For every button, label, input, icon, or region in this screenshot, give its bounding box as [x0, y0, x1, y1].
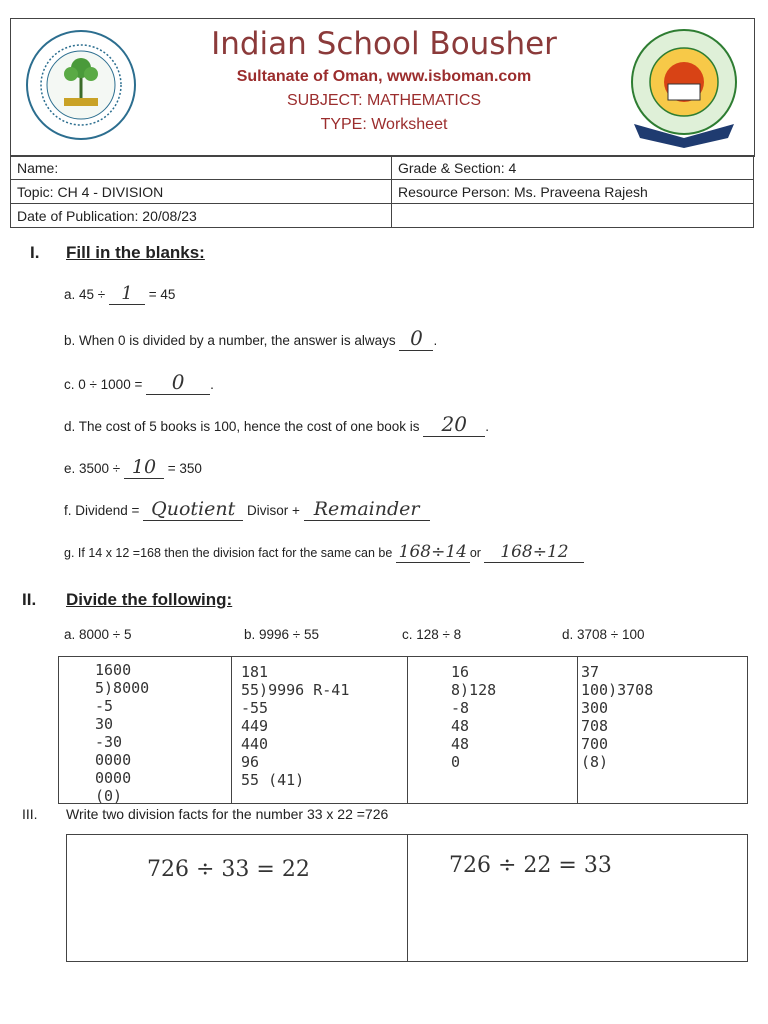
work-line: -55 [241, 699, 269, 717]
work-line: 0000 [95, 769, 132, 787]
question-a-text: a. 45 ÷ [64, 287, 106, 302]
question-g-text: g. If 14 x 12 =168 then the division fact for the same can be [64, 546, 393, 560]
question-f [64, 498, 430, 521]
answer-g-2: 168÷12 [484, 542, 584, 563]
division-work-box [58, 656, 748, 804]
answer-f-quotient: Quotient [143, 498, 243, 521]
date-field: Date of Publication: 20/08/23 [11, 204, 392, 228]
resource-field: Resource Person: Ms. Praveena Rajesh [392, 180, 754, 204]
work-cell-c [407, 657, 578, 803]
division-fact-2: 726 ÷ 22 = 33 [449, 853, 612, 878]
answer-f-remainder: Remainder [304, 498, 430, 521]
work-line: 300 [581, 699, 609, 717]
question-d-text: d. The cost of 5 books is 100, hence the cost of one book is [64, 419, 420, 434]
work-line: 181 [241, 663, 269, 681]
answer-d: 20 [423, 412, 485, 437]
work-line: 37 [581, 663, 600, 681]
work-line: 700 [581, 735, 609, 753]
question-b-tail: . [433, 333, 438, 348]
question-e [64, 456, 202, 479]
work-cell-a [59, 657, 232, 803]
work-a [59, 657, 231, 805]
work-c [407, 657, 577, 771]
question-e-tail: = 350 [167, 461, 202, 476]
work-line: 440 [241, 735, 269, 753]
grade-field: Grade & Section: 4 [392, 156, 754, 180]
work-line: (8) [581, 753, 609, 771]
subject-line: SUBJECT: MATHEMATICS [286, 92, 482, 109]
info-table [10, 155, 754, 228]
work-line: 100)3708 [581, 681, 654, 699]
name-field: Name: [11, 156, 392, 180]
question-c [64, 370, 214, 395]
section1-title: Fill in the blanks: [66, 243, 205, 262]
section2-title: Divide the following: [66, 590, 233, 609]
section3-number: III. [22, 806, 38, 822]
question-a [64, 283, 175, 305]
question-g-or: or [469, 546, 481, 560]
question-f-text: f. Dividend = [64, 503, 140, 518]
section1-number: I. [30, 243, 40, 262]
question-b-text: b. When 0 is divided by a number, the answer is always [64, 333, 396, 348]
school-name: Indian School Bousher [211, 26, 557, 62]
question-c-text: c. 0 ÷ 1000 = [64, 377, 143, 392]
work-line: 48 [451, 735, 470, 753]
work-line: 96 [241, 753, 260, 771]
facts-divider [407, 835, 408, 961]
work-line: 0000 [95, 751, 132, 769]
question-f-mid: Divisor + [246, 503, 300, 518]
problem-d: d. 3708 ÷ 100 [562, 627, 645, 642]
section3-title: Write two division facts for the number 33 x 22 =726 [66, 806, 389, 822]
answer-b: 0 [399, 326, 433, 351]
work-cell-d [577, 657, 745, 803]
section2-number: II. [22, 590, 37, 609]
answer-g-1: 168÷14 [396, 542, 470, 563]
work-line: 55)9996 R-41 [241, 681, 350, 699]
work-d [577, 657, 745, 771]
empty-cell [392, 204, 754, 228]
answer-c: 0 [146, 370, 210, 395]
type-line: TYPE: Worksheet [320, 116, 448, 133]
work-line: (0) [95, 787, 123, 805]
work-line: -8 [451, 699, 470, 717]
problem-c: c. 128 ÷ 8 [402, 627, 462, 642]
work-line: 55 (41) [241, 771, 305, 789]
work-line: 5)8000 [95, 679, 150, 697]
work-line: 1600 [95, 661, 132, 679]
work-line: 708 [581, 717, 609, 735]
work-line: 48 [451, 717, 470, 735]
work-line: 0 [451, 753, 461, 771]
school-location: Sultanate of Oman, www.isboman.com [236, 68, 532, 85]
division-facts-box [66, 834, 748, 962]
answer-a: 1 [109, 283, 145, 305]
question-b [64, 326, 437, 351]
answer-e: 10 [124, 456, 164, 479]
work-line: -30 [95, 733, 123, 751]
question-g [64, 542, 584, 563]
work-cell-b [231, 657, 408, 803]
question-d-tail: . [485, 419, 490, 434]
problem-b: b. 9996 ÷ 55 [244, 627, 319, 642]
topic-field: Topic: CH 4 - DIVISION [11, 180, 392, 204]
question-e-text: e. 3500 ÷ [64, 461, 121, 476]
work-b [231, 657, 407, 789]
question-a-tail: = 45 [148, 287, 176, 302]
question-c-tail: . [210, 377, 214, 392]
problem-a: a. 8000 ÷ 5 [64, 627, 132, 642]
work-line: 8)128 [451, 681, 497, 699]
work-line: 30 [95, 715, 114, 733]
work-line: -5 [95, 697, 114, 715]
question-d [64, 412, 489, 437]
work-line: 449 [241, 717, 269, 735]
division-fact-1: 726 ÷ 33 = 22 [147, 857, 310, 882]
work-line: 16 [451, 663, 470, 681]
